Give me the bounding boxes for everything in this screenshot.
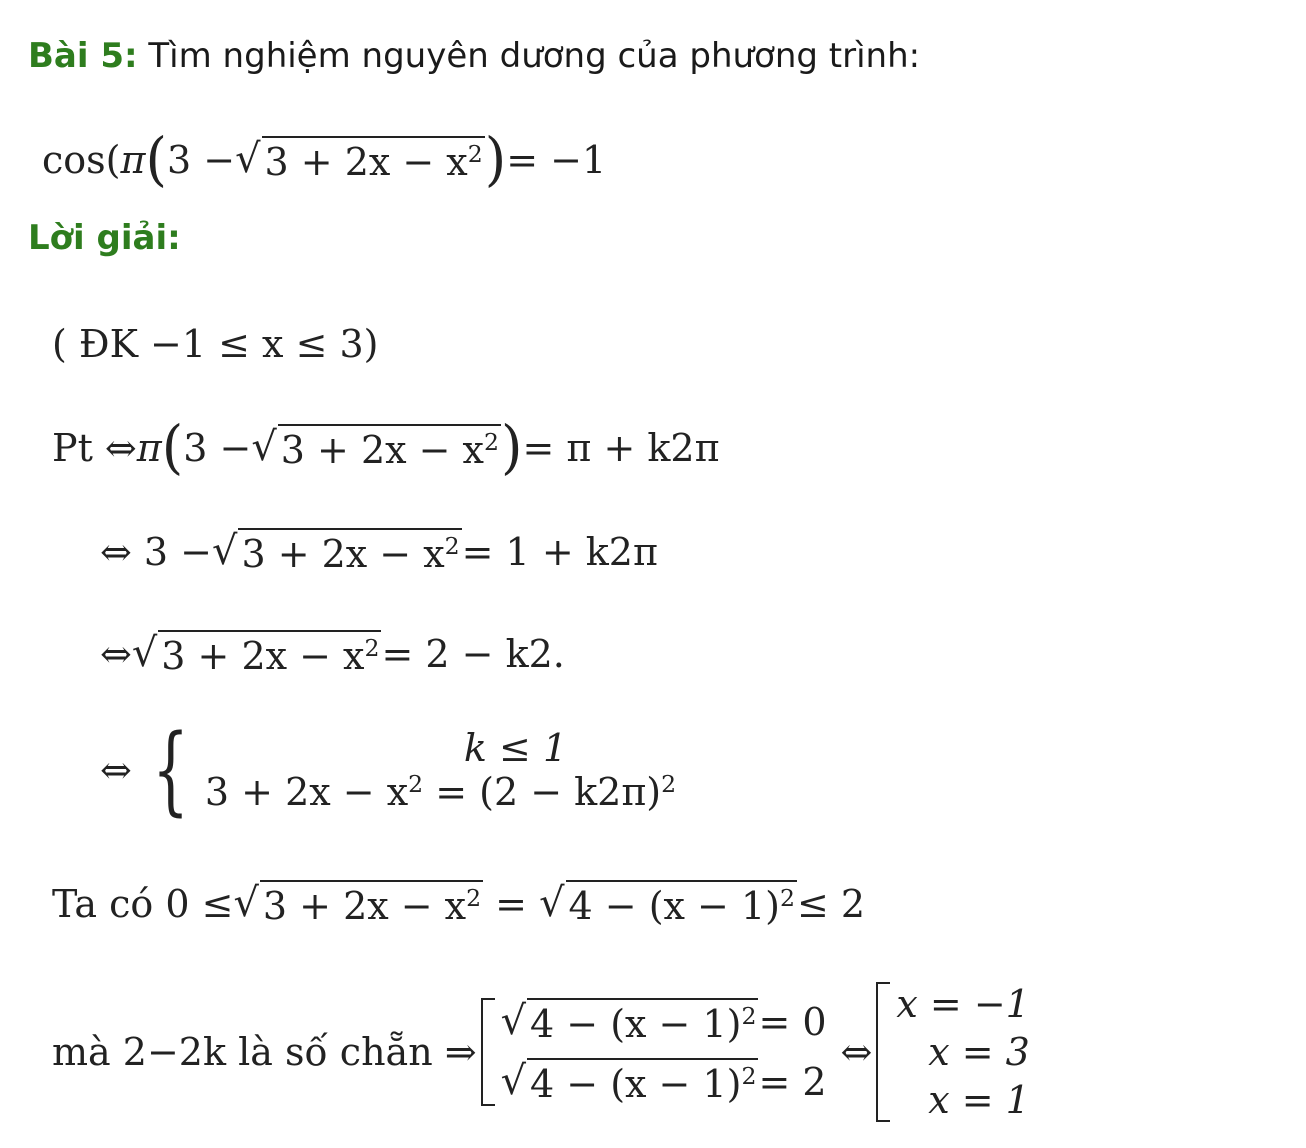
system-row-2-mid: = (2 − k2π) <box>423 770 662 814</box>
eq-open-paren: ( <box>145 125 167 193</box>
step2-radicand: 3 + 2x − x <box>241 532 445 576</box>
system-row-2-exp: 2 <box>408 770 424 799</box>
step3-radicand: 3 + 2x − x <box>161 634 365 678</box>
step-1 <box>52 413 720 481</box>
eq-rhs: = −1 <box>506 137 607 182</box>
step2-exp: 2 <box>444 532 460 561</box>
system-brace: { <box>152 714 189 826</box>
main-equation <box>42 125 607 193</box>
step2-sqrt: √ $3 + 2x - x^2$ <box>212 528 460 576</box>
eq-close-paren: ) <box>484 125 507 193</box>
step-2 <box>100 528 658 576</box>
system-row-1 <box>205 726 676 770</box>
step1-rhs: = π + k2π <box>522 425 720 470</box>
step2-rhs: = 1 + k2π <box>461 530 658 574</box>
step5-exp-1: 2 <box>466 884 482 913</box>
step5-sqrt-1: √ $3 + 2x - x^2$ <box>233 880 482 928</box>
solution-2: x = 3 <box>928 1030 1030 1074</box>
problem-statement <box>28 36 920 76</box>
solution-label: Lời giải: <box>28 218 181 258</box>
problem-text: Tìm nghiệm nguyên dương của phương trình: <box>137 36 921 76</box>
step5-radicand-1: 3 + 2x − x <box>262 884 467 928</box>
case-1 <box>501 998 827 1046</box>
step-6 <box>52 982 1030 1122</box>
step6-cases <box>477 998 827 1106</box>
system-row-2 <box>205 770 676 814</box>
step-4-system <box>100 714 677 826</box>
solutions-bracket <box>876 982 890 1122</box>
case2-rhs: = 2 <box>758 1060 827 1104</box>
step4-prefix: ⇔ <box>100 748 132 792</box>
step3-prefix: ⇔ <box>100 632 132 676</box>
step1-three-minus: 3 − <box>183 425 252 470</box>
eq-radicand: 3 + 2x − x <box>264 139 468 184</box>
step1-close-paren: ) <box>500 413 523 481</box>
step-3 <box>100 630 565 678</box>
cases-bracket <box>481 998 495 1106</box>
system-row-1-text: k ≤ 1 <box>463 726 568 770</box>
eq-sqrt: √ $3 + 2x - x^2$ <box>235 135 483 184</box>
step-5 <box>52 880 865 928</box>
case1-sqrt: √ $4 - (x - 1)^2$ <box>500 998 757 1046</box>
eq-prefix: cos( <box>42 137 121 182</box>
solutions <box>876 982 1029 1122</box>
solutions-column <box>896 982 1029 1122</box>
step2-prefix: ⇔ 3 − <box>100 530 213 574</box>
step6-iff: ⇔ <box>840 1030 873 1074</box>
cases-column <box>501 998 827 1106</box>
case-2 <box>501 1058 827 1106</box>
step5-radicand-2: 4 − (x − 1) <box>568 884 780 928</box>
step5-sqrt-2: √ $4 - (x - 1)^2$ <box>539 880 795 928</box>
system-row-2-left: 3 + 2x − x <box>204 770 409 814</box>
case2-exp: 2 <box>741 1062 757 1091</box>
case2-radicand: 4 − (x − 1) <box>530 1062 742 1106</box>
step5-exp-2: 2 <box>779 884 795 913</box>
condition-text: ( ĐK −1 ≤ x ≤ 3) <box>52 322 379 366</box>
step3-rhs: = 2 − k2. <box>381 632 565 676</box>
case1-radicand: 4 − (x − 1) <box>530 1002 742 1046</box>
step1-exp: 2 <box>484 427 499 456</box>
system-row-2-exp2: 2 <box>661 770 677 799</box>
eq-pi: π <box>120 137 146 182</box>
step6-prefix: mà 2−2k là số chẵn ⇒ <box>52 1030 477 1074</box>
step1-open-paren: ( <box>161 413 184 481</box>
step5-eq: = <box>483 882 540 926</box>
case2-sqrt: √ $4 - (x - 1)^2$ <box>500 1058 757 1106</box>
step3-sqrt: √ $3 + 2x - x^2$ <box>131 630 380 678</box>
case1-rhs: = 0 <box>758 1000 827 1044</box>
solution-heading <box>28 218 181 258</box>
problem-label: Bài 5: <box>28 36 138 76</box>
step5-rhs: ≤ 2 <box>796 882 866 926</box>
step1-sqrt: √ $3 + 2x - x^2$ <box>251 423 499 472</box>
step1-radicand: 3 + 2x − x <box>280 427 484 472</box>
solution-3: x = 1 <box>928 1078 1030 1122</box>
step1-pi: π <box>136 425 162 470</box>
eq-three-minus: 3 − <box>166 137 236 182</box>
case1-exp: 2 <box>741 1002 757 1031</box>
step3-exp: 2 <box>364 634 380 663</box>
step5-prefix: Ta có 0 ≤ <box>52 882 234 926</box>
system-rows <box>205 726 676 814</box>
step1-prefix: Pt ⇔ <box>52 425 137 470</box>
eq-exp: 2 <box>467 139 483 168</box>
domain-condition <box>52 322 379 366</box>
solution-1: x = −1 <box>896 982 1030 1026</box>
